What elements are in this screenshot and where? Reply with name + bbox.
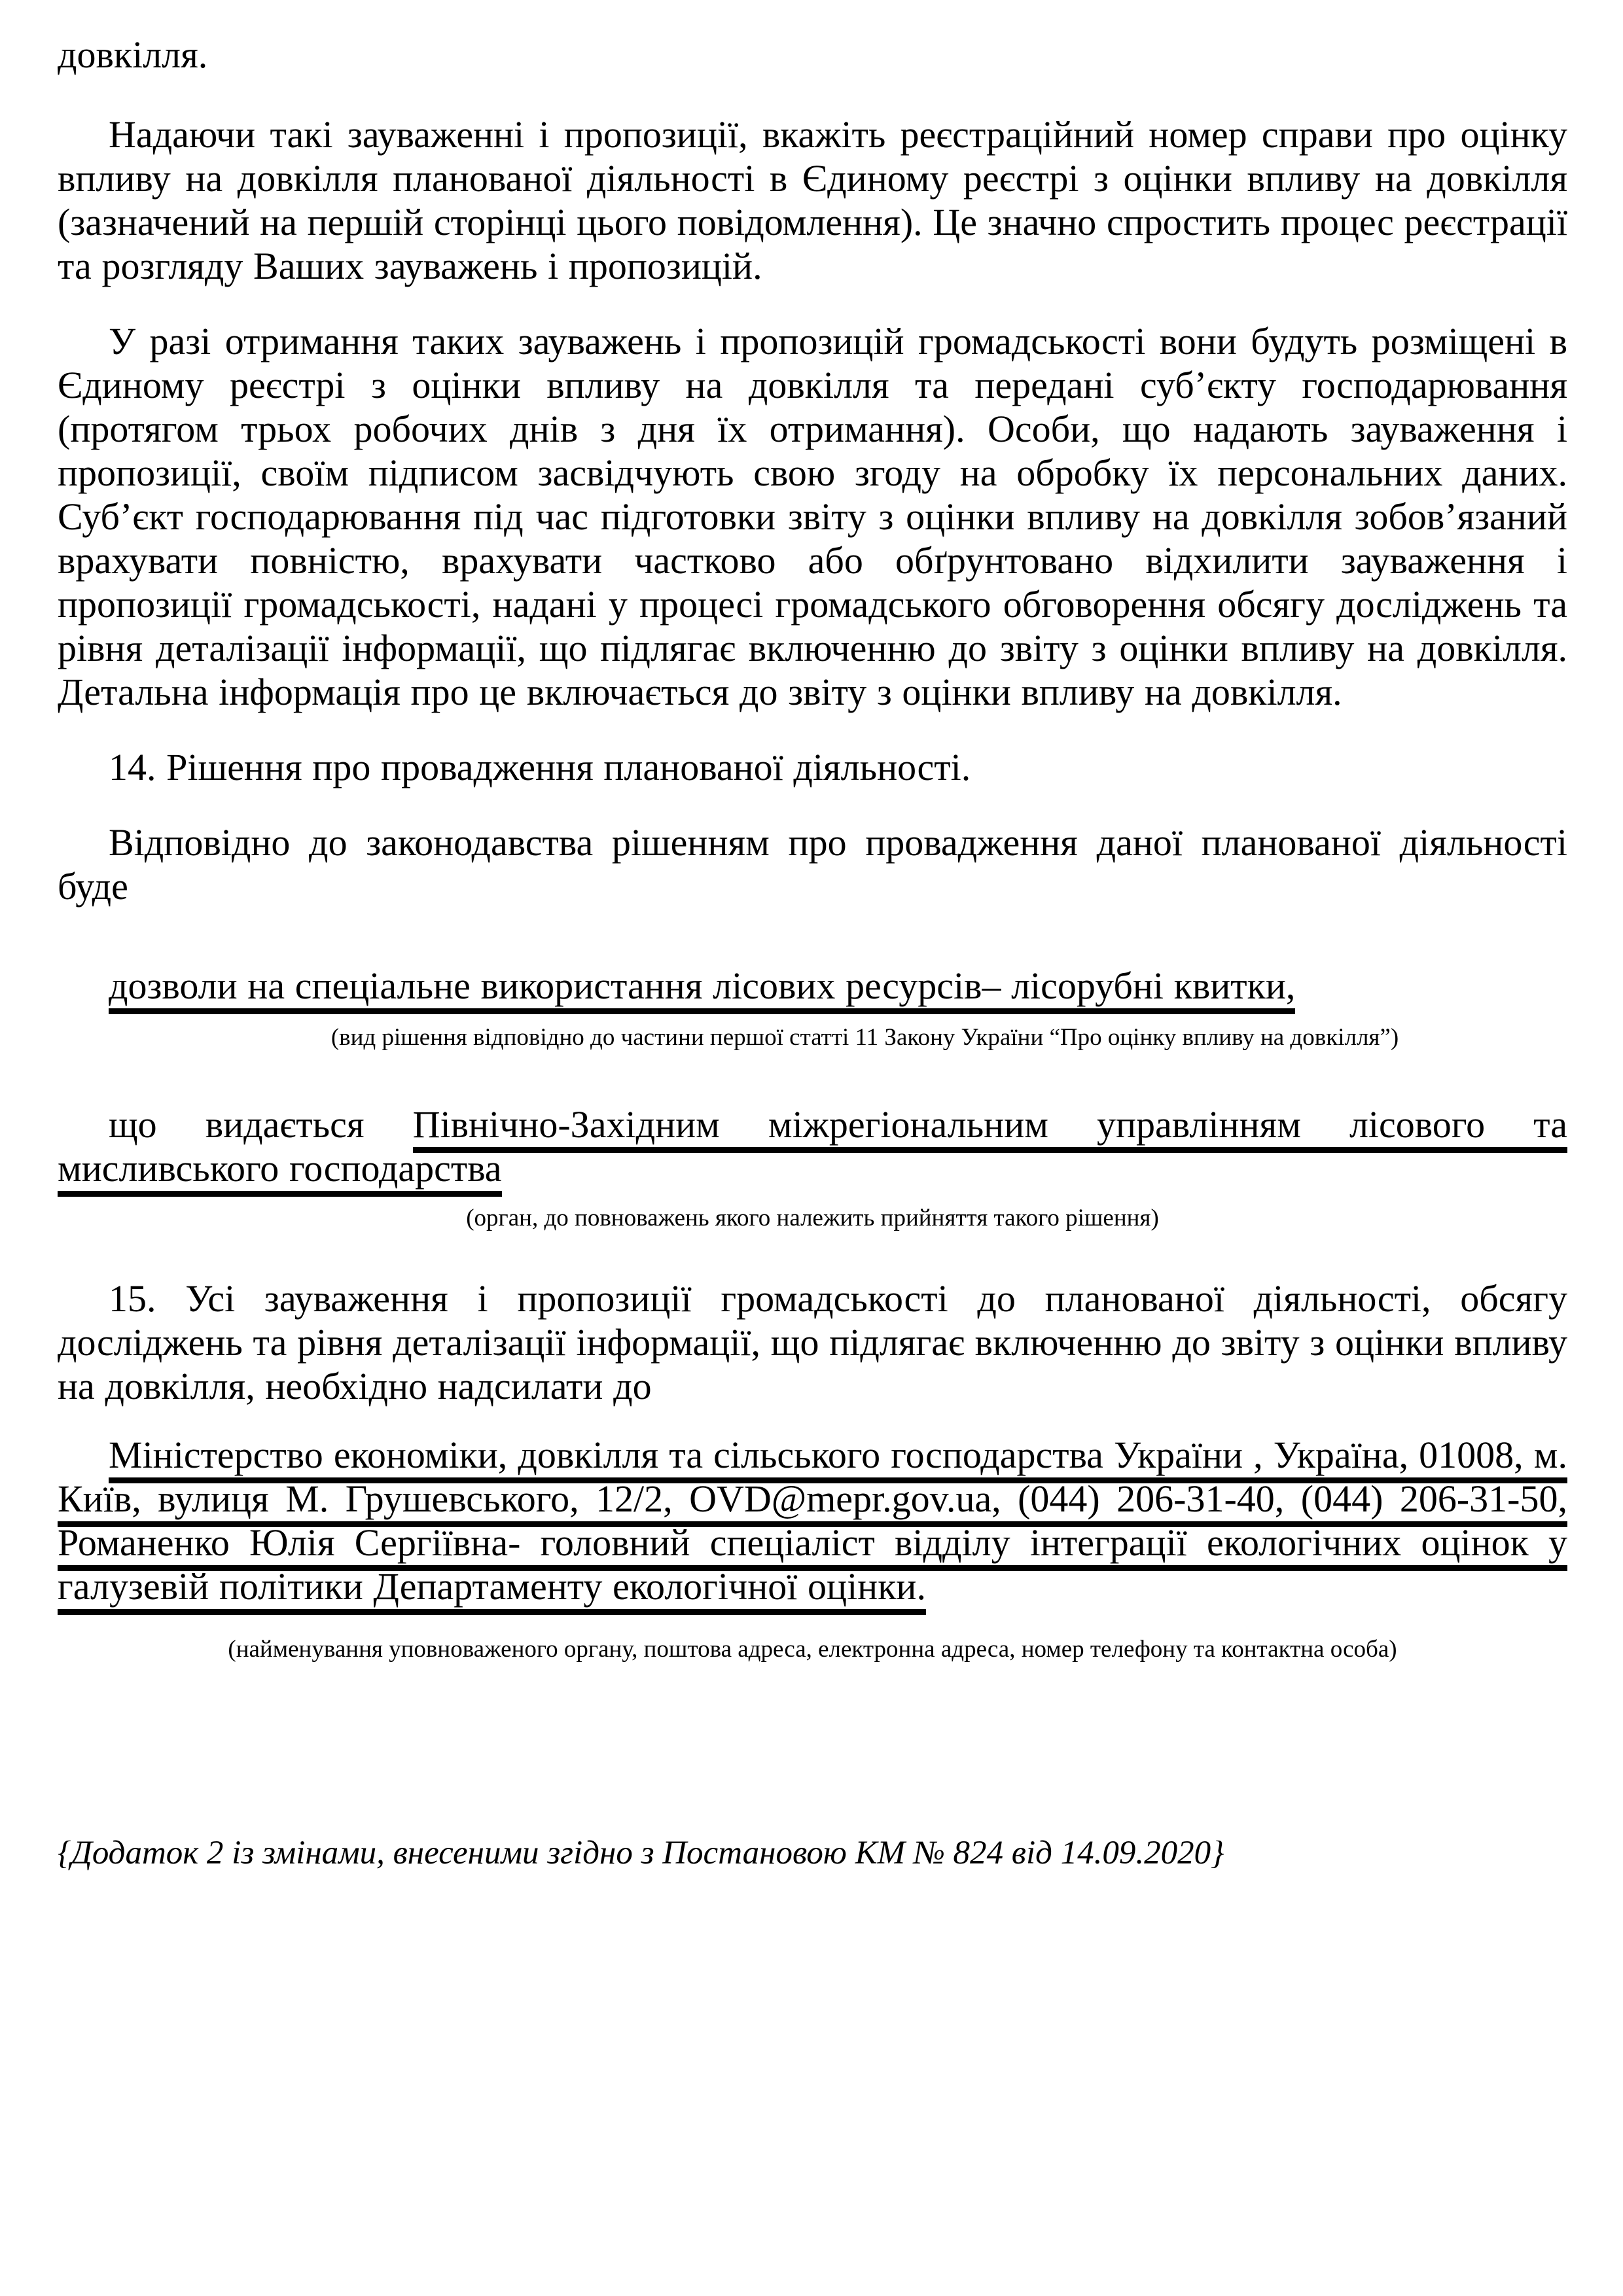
- issuer-caption: (орган, до повноважень якого належить прийняття такого рішення): [466, 1205, 1159, 1231]
- paragraph-remarks-instructions: Надаючи такі зауваженні і пропозиції, вкажіть реєстраційний номер справи про оцінку впливу на довкілля планованої діяльності в Єдиному реєстрі з оцінки впливу на довкілля (зазначений на першій сторінці цього повідомлення). Це значно спростить процес реєстрації та розгляду Ваших зауважень і пропозицій.: [58, 113, 1567, 287]
- issuer-line: [58, 1103, 1567, 1190]
- authority-contact-line: [58, 1433, 1567, 1608]
- section-15-paragraph: 15. Усі зауваження і пропозиції громадськості до планованої діяльності, обсягу досліджень та рівня деталізації інформації, що підлягає включенню до звіту з оцінки впливу на довкілля, необхідно надсилати до: [58, 1277, 1567, 1407]
- section-14-intro: Відповідно до законодавства рішенням про провадження даної планованої діяльності буде: [58, 821, 1567, 908]
- issuer-name-underlined-text: Північно-Західним міжрегіональним управлінням лісового та мисливського господарства: [58, 1103, 1567, 1197]
- authority-contact-underlined-text: Міністерство економіки, довкілля та сільського господарства України , Україна, 01008, м. Київ, вулиця М. Грушевського, 12/2, OVD@mepr.gov.ua, (044) 206-31-40, (044) 206-31-50, Романенко Юлія Сергіївна- головний спеціаліст відділу інтеграції екологічних оцінок у галузевій політики Департаменту екологічної оцінки.: [58, 1434, 1567, 1615]
- issuer-prefix-text: що видається: [109, 1103, 413, 1146]
- decision-type-line: [58, 964, 1567, 1008]
- section-14-heading: 14. Рішення про провадження планованої діяльності.: [109, 746, 971, 788]
- authority-caption: (найменування уповноваженого органу, поштова адреса, електронна адреса, номер телефону та контактна особа): [228, 1636, 1397, 1663]
- amendment-note: {Додаток 2 із змінами, внесеними згідно з Постановою КМ № 824 від 14.09.2020}: [58, 1835, 1224, 1871]
- decision-type-underlined-text: дозволи на спеціальне використання лісових ресурсів– лісорубні квитки,: [109, 964, 1295, 1014]
- paragraph-processing-of-comments: У разі отримання таких зауважень і пропозицій громадськості вони будуть розміщені в Єдиному реєстрі з оцінки впливу на довкілля та передані суб’єкту господарювання (протягом трьох робочих днів з дня їх отримання). Особи, що надають зауваження і пропозиції, своїм підписом засвідчують свою згоду на обробку їх персональних даних. Суб’єкт господарювання під час підготовки звіту з оцінки впливу на довкілля зобов’язаний врахувати повністю, врахувати частково або обґрунтовано відхилити зауваження і пропозиції громадськості, надані у процесі громадського обговорення обсягу досліджень та рівня деталізації інформації, що підлягає включенню до звіту з оцінки впливу на довкілля. Детальна інформація про це включається до звіту з оцінки впливу на довкілля.: [58, 320, 1567, 713]
- decision-type-caption: (вид рішення відповідно до частини першої статті 11 Закону України “Про оцінку впливу на довкілля”): [330, 1024, 1399, 1051]
- paragraph-previous-tail: довкілля.: [58, 33, 208, 76]
